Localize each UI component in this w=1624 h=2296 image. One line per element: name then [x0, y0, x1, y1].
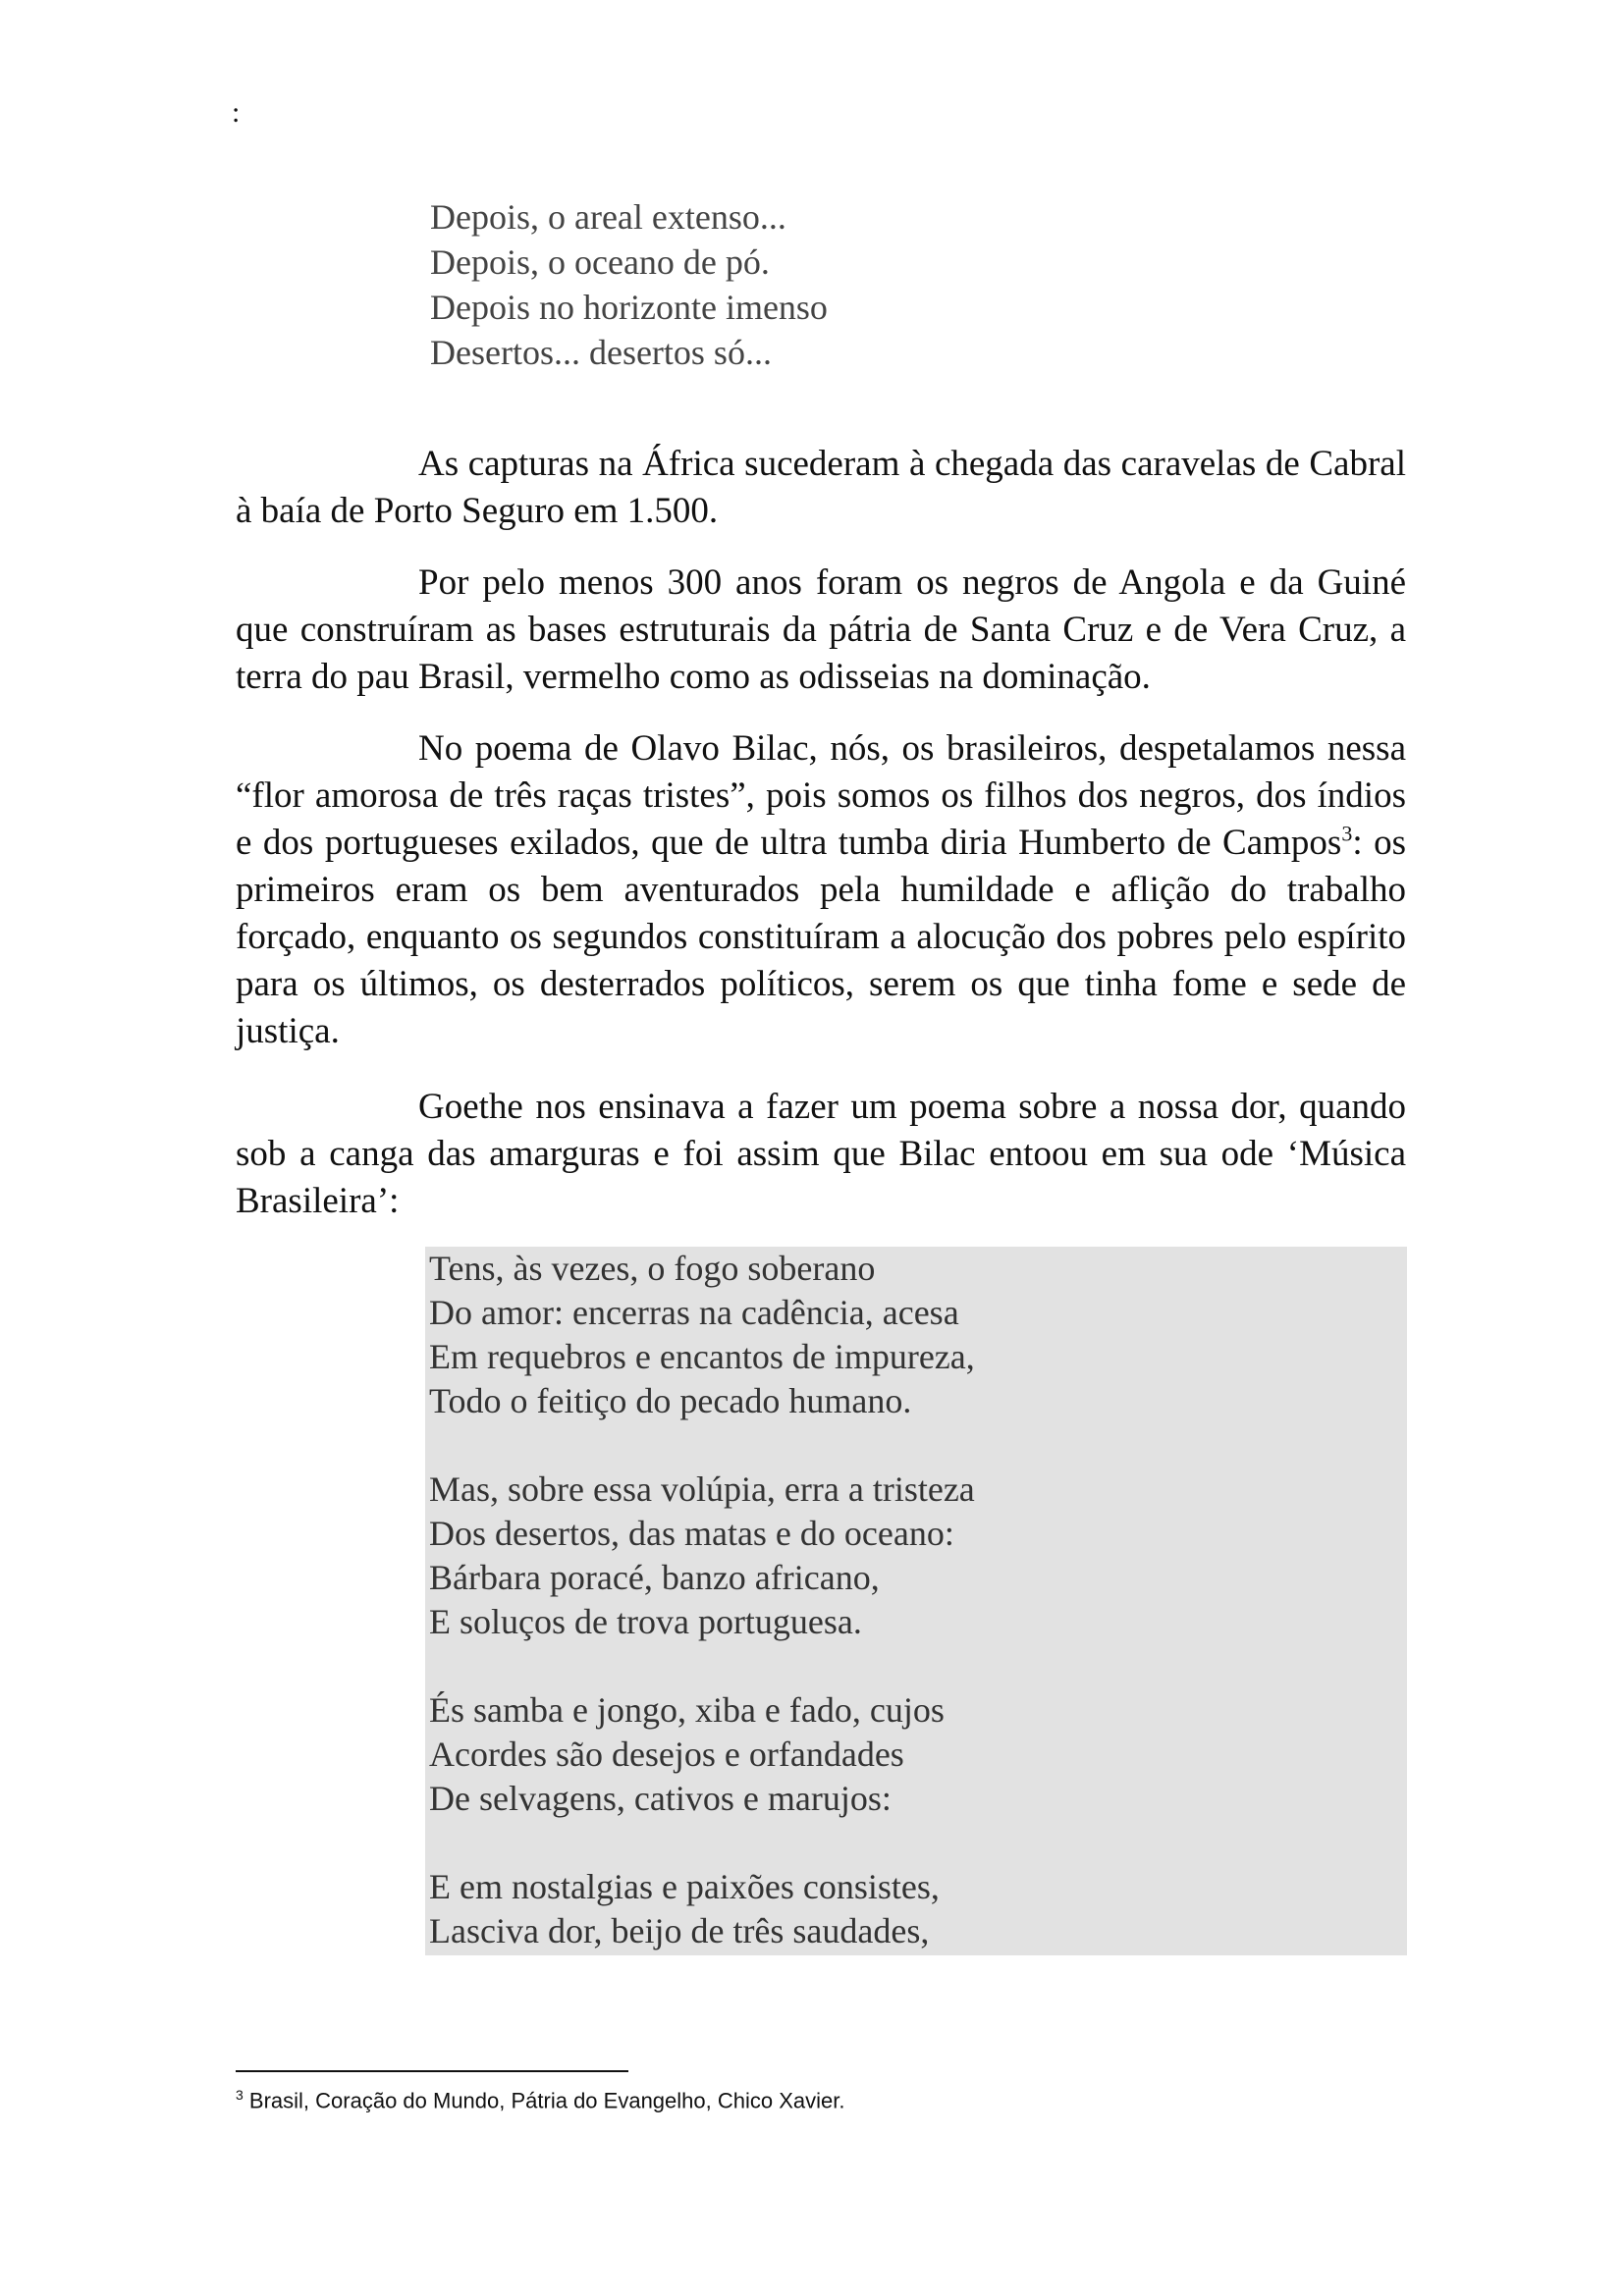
poem-stanza	[429, 1247, 1407, 1423]
paragraph-captures	[236, 441, 1406, 535]
footnote-separator	[236, 2070, 628, 2072]
poem-line: Em requebros e encantos de impureza,	[429, 1337, 975, 1376]
footnote-number: 3	[236, 2087, 244, 2103]
poem-line: Do amor: encerras na cadência, acesa	[429, 1293, 959, 1332]
poem-line: Dos desertos, das matas e do oceano:	[429, 1514, 954, 1553]
paragraph-angola-guine	[236, 560, 1406, 701]
intro-verse	[430, 194, 828, 375]
poem-line: Lasciva dor, beijo de três saudades,	[429, 1911, 930, 1950]
footnote	[236, 2087, 844, 2113]
verse-line: Desertos... desertos só...	[430, 333, 772, 372]
poem-stanza	[429, 1865, 1407, 1953]
poem-line: Bárbara poracé, banzo africano,	[429, 1558, 880, 1597]
poem-stanza	[429, 1468, 1407, 1644]
poem-line: Todo o feitiço do pecado humano.	[429, 1381, 912, 1420]
poem-line: E soluços de trova portuguesa.	[429, 1602, 862, 1641]
paragraph-text: Goethe nos ensinava a fazer um poema sobre a nossa dor, quando sob a canga das amarguras e foi assim que Bilac entoou em sua ode ‘Música Brasileira’:	[236, 1087, 1406, 1221]
paragraph-text-before-ref: No poema de Olavo Bilac, nós, os brasileiros, despetalamos nessa “flor amorosa de três raças tristes”, pois somos os filhos dos negros, dos índios e dos portugueses exilados, que de ultra tumba diria Humberto de Campos	[236, 728, 1406, 863]
paragraph-olavo-bilac	[236, 725, 1406, 1055]
paragraph-text: Por pelo menos 300 anos foram os negros de Angola e da Guiné que construíram as bases estruturais da pátria de Santa Cruz e de Vera Cruz, a terra do pau Brasil, vermelho como as odisseias na dominação.	[236, 562, 1406, 697]
verse-line: Depois, o areal extenso...	[430, 197, 786, 237]
footnote-reference[interactable]: 3	[1341, 821, 1353, 846]
poem-line: Acordes são desejos e orfandades	[429, 1735, 904, 1774]
page-header-colon: :	[232, 96, 241, 129]
paragraph-text-after-ref: : os primeiros eram os bem aventurados pela humildade e aflição do trabalho forçado, enquanto os segundos constituíram a alocução dos pobres pelo espírito para os últimos, os desterrados políticos, serem os que tinha fome e sede de justiça.	[236, 823, 1406, 1051]
verse-line: Depois, o oceano de pó.	[430, 242, 770, 282]
verse-line: Depois no horizonte imenso	[430, 288, 828, 327]
poem-quote-block	[425, 1247, 1407, 1955]
paragraph-goethe	[236, 1084, 1406, 1225]
poem-stanza	[429, 1688, 1407, 1821]
poem-line: Tens, às vezes, o fogo soberano	[429, 1249, 876, 1288]
poem-line: Mas, sobre essa volúpia, erra a tristeza	[429, 1469, 975, 1509]
poem-line: E em nostalgias e paixões consistes,	[429, 1867, 940, 1906]
poem-line: És samba e jongo, xiba e fado, cujos	[429, 1690, 945, 1730]
paragraph-text	[236, 725, 1406, 1055]
footnote-text: Brasil, Coração do Mundo, Pátria do Evangelho, Chico Xavier.	[243, 2088, 845, 2113]
poem-line: De selvagens, cativos e marujos:	[429, 1779, 892, 1818]
paragraph-text: As capturas na África sucederam à chegada das caravelas de Cabral à baía de Porto Seguro em 1.500.	[236, 444, 1406, 531]
